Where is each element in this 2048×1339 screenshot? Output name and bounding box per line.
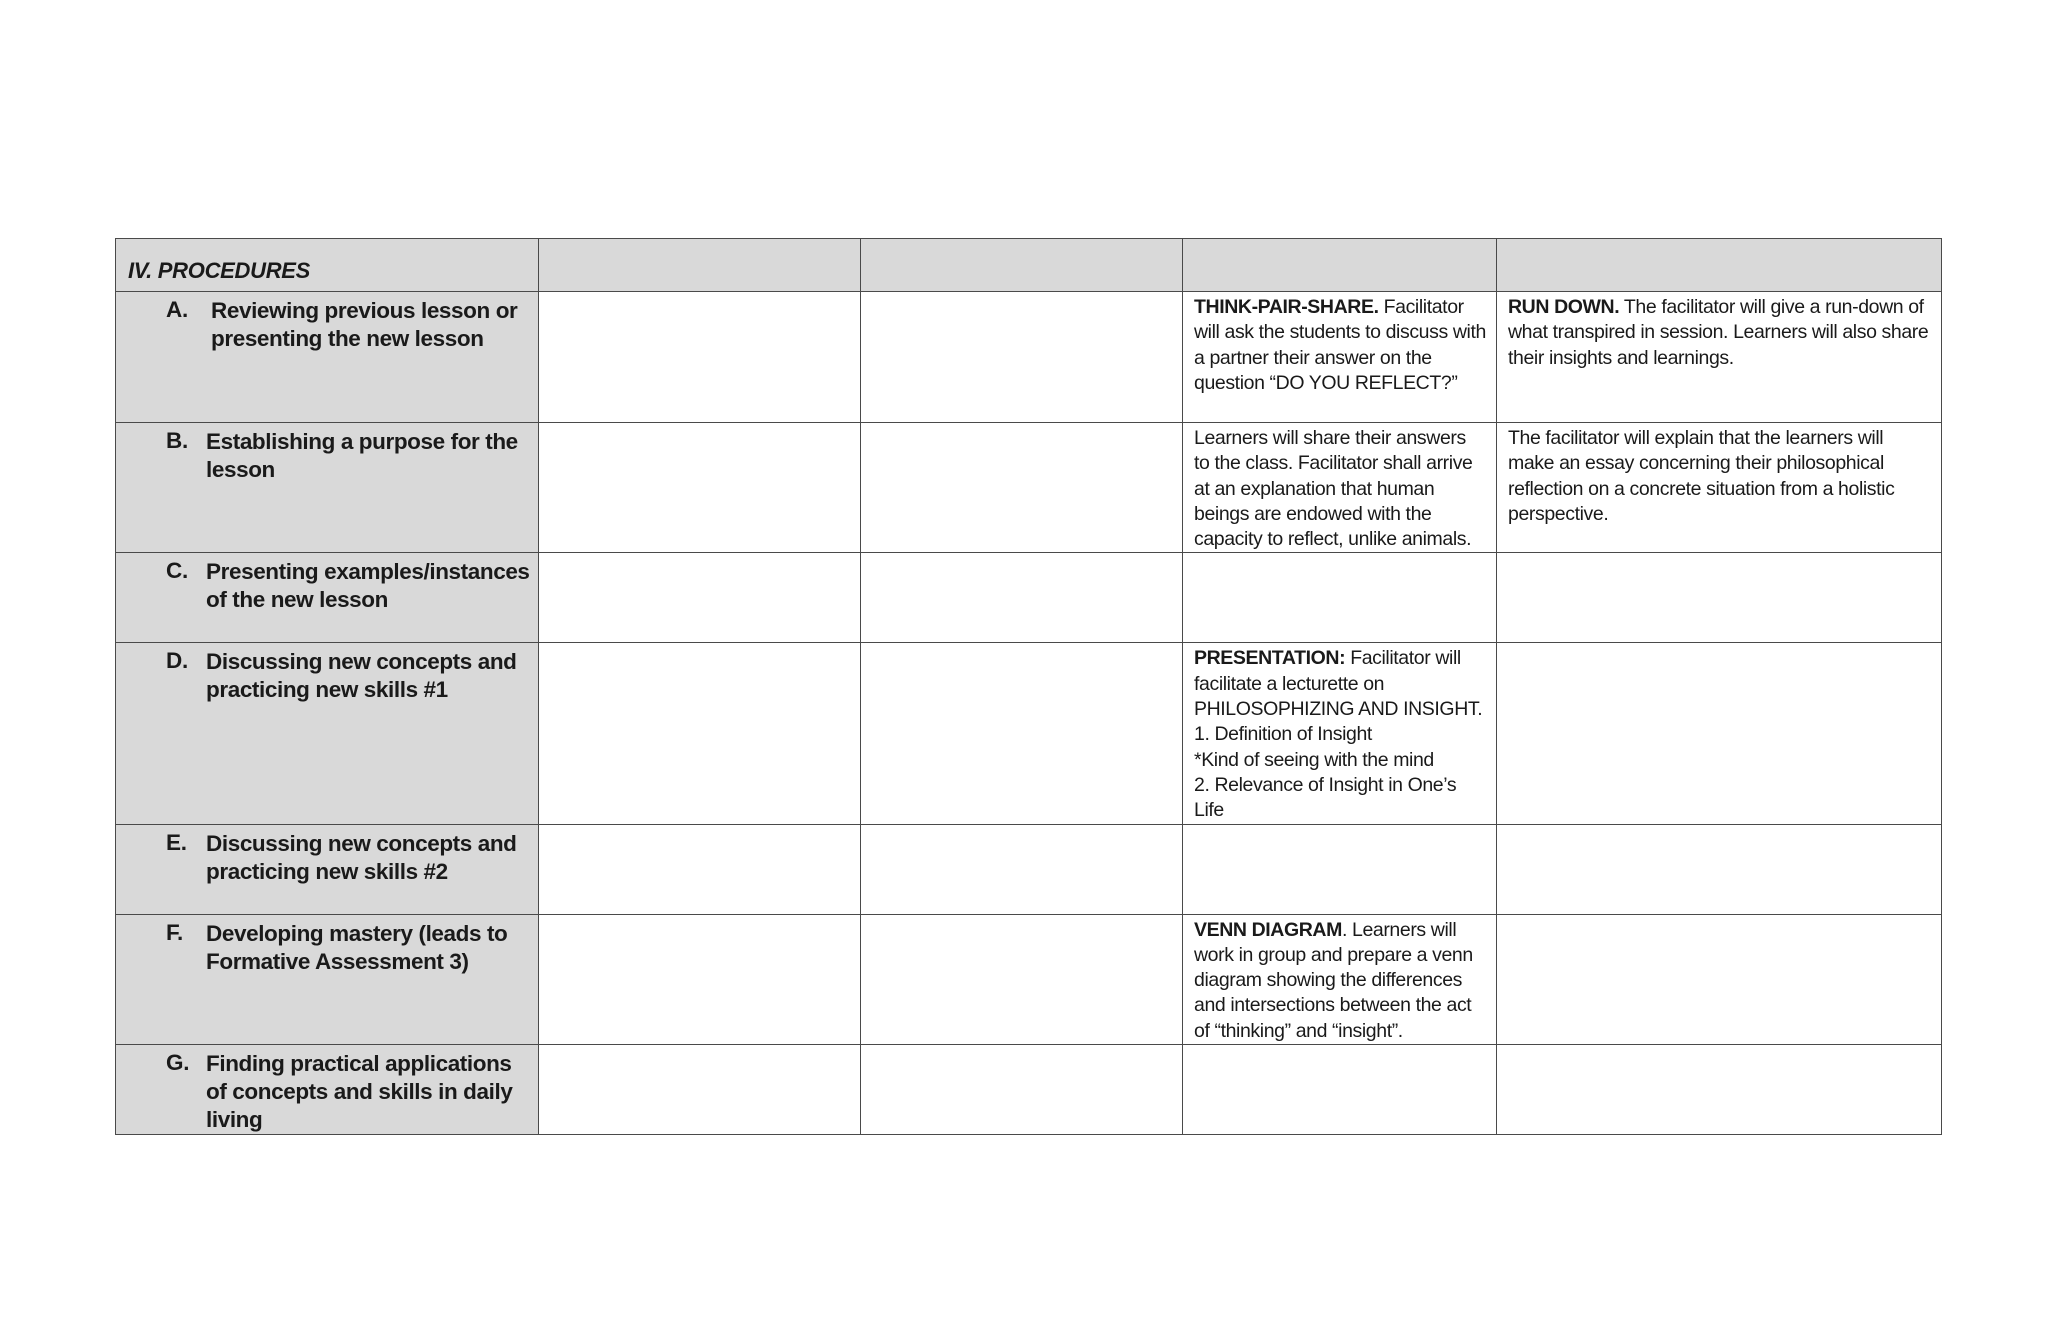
empty-cell (1497, 643, 1942, 824)
row-label: Discussing new concepts and practicing new skills #2 (206, 830, 517, 884)
empty-cell (861, 914, 1183, 1044)
row-letter: A. (166, 297, 189, 322)
empty-cell (1497, 824, 1942, 914)
empty-cell (539, 914, 861, 1044)
row-letter: D. (166, 648, 189, 674)
section-header-cell (116, 239, 539, 292)
activity-text: The facilitator will give a run-down of what transpired in session. Learners will also share their insights and learnings. (1508, 296, 1929, 369)
empty-cell (861, 292, 1183, 423)
row-label: Developing mastery (leads to Formative Assessment 3) (206, 920, 508, 974)
activity-cell (1183, 914, 1497, 1044)
row-label: Discussing new concepts and practicing new skills #1 (206, 649, 517, 703)
activity-cell (1183, 643, 1497, 824)
activity-cell (1497, 292, 1942, 423)
header-cell-empty (539, 239, 861, 292)
list-item: *Kind of seeing with the mind (1194, 748, 1434, 771)
table-row (116, 643, 1942, 824)
activity-text: Facilitator will facilitate a lecturette on PHILOSOPHIZING AND INSIGHT. (1194, 647, 1483, 721)
activity-cell (1183, 423, 1497, 553)
table-row (116, 553, 1942, 643)
empty-cell (539, 553, 861, 643)
row-label-cell (116, 824, 539, 914)
activity-lead: PRESENTATION: (1194, 647, 1346, 670)
row-label-cell (116, 553, 539, 643)
activity-cell (1183, 292, 1497, 423)
header-cell-empty (1183, 239, 1497, 292)
row-label: Reviewing previous lesson or presenting the new lesson (211, 298, 518, 351)
empty-cell (539, 1045, 861, 1135)
empty-cell (861, 824, 1183, 914)
empty-cell (1183, 1045, 1497, 1135)
table-row (116, 914, 1942, 1044)
activity-cell (1497, 423, 1942, 553)
empty-cell (1497, 553, 1942, 643)
row-letter: C. (166, 558, 189, 584)
row-label-cell (116, 1045, 539, 1135)
activity-text: The facilitator will explain that the learners will make an essay concerning their philosophical reflection on a concrete situation from a holistic perspective. (1508, 427, 1895, 525)
row-label-cell (116, 914, 539, 1044)
section-title: IV. PROCEDURES (128, 258, 311, 283)
empty-cell (539, 643, 861, 824)
empty-cell (539, 423, 861, 553)
activity-text: . Learners will work in group and prepare a venn diagram showing the differences and intersections between the act of “thinking” and “insight”. (1194, 918, 1473, 1042)
row-label: Establishing a purpose for the lesson (206, 429, 518, 482)
row-label-cell (116, 423, 539, 553)
table-row (116, 423, 1942, 553)
table-row (116, 824, 1942, 914)
activity-lead: THINK-PAIR-SHARE. (1194, 296, 1379, 318)
row-label-cell (116, 643, 539, 824)
header-cell-empty (861, 239, 1183, 292)
empty-cell (861, 1045, 1183, 1135)
empty-cell (1183, 553, 1497, 643)
empty-cell (1497, 914, 1942, 1044)
activity-lead: RUN DOWN. (1508, 296, 1620, 318)
list-item: 1. Definition of Insight (1194, 723, 1372, 746)
row-label: Presenting examples/instances of the new lesson (206, 559, 530, 613)
empty-cell (861, 553, 1183, 643)
row-letter: B. (166, 428, 189, 453)
row-label-cell (116, 292, 539, 423)
row-label: Finding practical applications of concepts and skills in daily living (206, 1051, 513, 1133)
table-row (116, 1045, 1942, 1135)
empty-cell (1183, 824, 1497, 914)
empty-cell (539, 824, 861, 914)
empty-cell (861, 423, 1183, 553)
header-cell-empty (1497, 239, 1942, 292)
activity-text: Learners will share their answers to the class. Facilitator shall arrive at an explanation that human beings are endowed with the capacity to reflect, unlike animals. (1194, 427, 1473, 551)
empty-cell (861, 643, 1183, 824)
row-letter: E. (166, 829, 187, 855)
row-letter: G. (166, 1050, 190, 1076)
row-letter: F. (166, 919, 184, 945)
table-row (116, 292, 1942, 423)
activity-text: Facilitator will ask the students to discuss with a partner their answer on the question “DO YOU REFLECT?” (1194, 296, 1486, 394)
procedures-table (115, 238, 1942, 1135)
header-row (116, 239, 1942, 292)
empty-cell (539, 292, 861, 423)
activity-lead: VENN DIAGRAM (1194, 918, 1342, 941)
empty-cell (1497, 1045, 1942, 1135)
list-item: 2. Relevance of Insight in One’s Life (1194, 773, 1457, 822)
